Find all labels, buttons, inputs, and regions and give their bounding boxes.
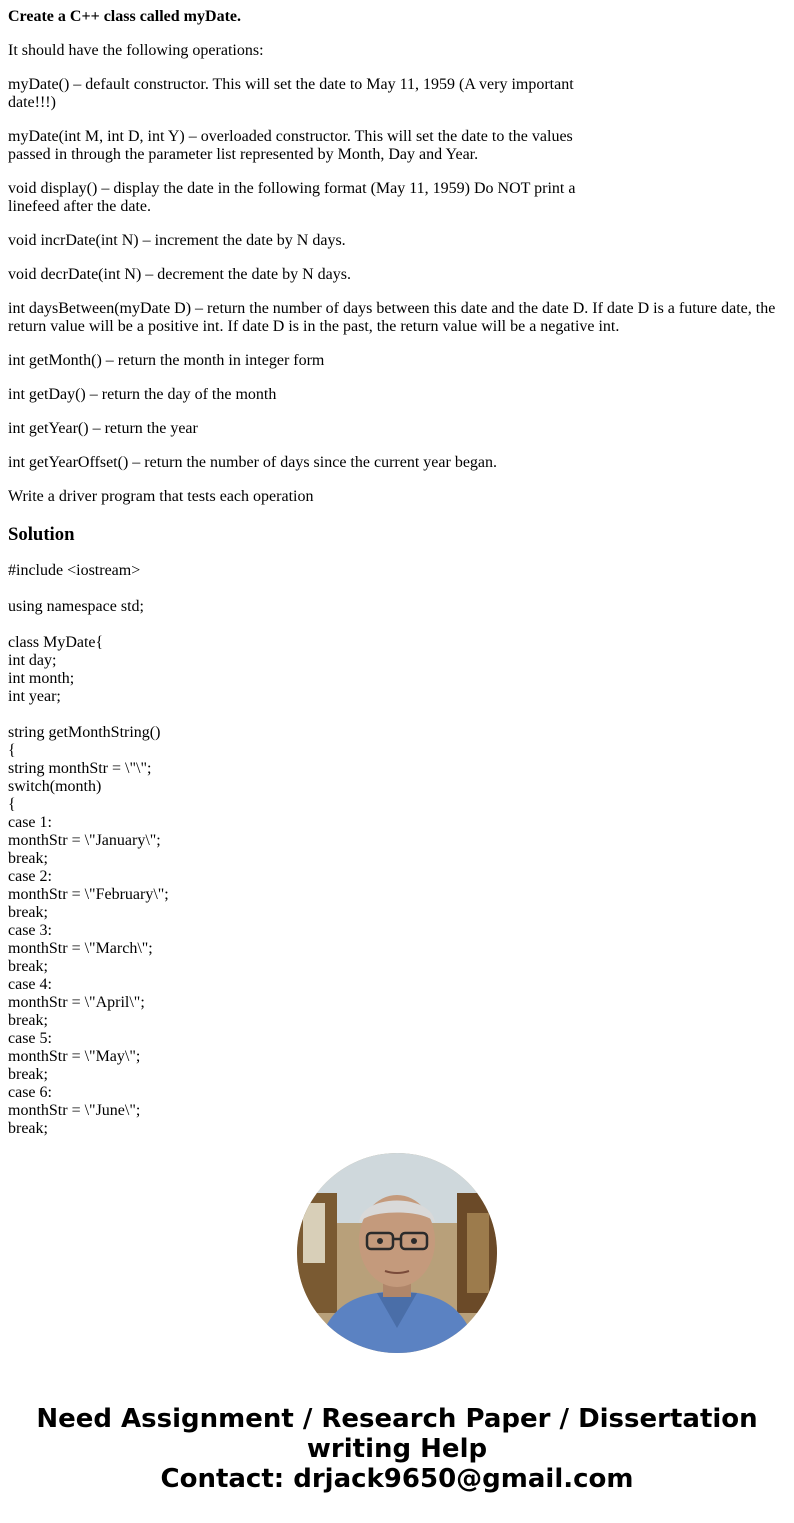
- code-line: {: [8, 742, 16, 759]
- code-line: case 3:: [8, 922, 52, 939]
- operation-incr-date: void incrDate(int N) – increment the date by N days.: [8, 232, 346, 249]
- code-line: monthStr = \"March\";: [8, 940, 153, 957]
- code-line: monthStr = \"June\";: [8, 1102, 141, 1119]
- banner-contact: Contact: drjack9650@gmail.com: [160, 1464, 634, 1494]
- solution-code: [8, 562, 786, 1137]
- code-line: break;: [8, 958, 48, 975]
- code-line: int month;: [8, 670, 75, 687]
- code-line: break;: [8, 1120, 48, 1137]
- promo-banner: [0, 1404, 794, 1494]
- code-line: int year;: [8, 688, 61, 705]
- operation-display: void display() – display the date in the following format (May 11, 1959) Do NOT print a linefeed after the date.: [8, 180, 576, 215]
- code-line: monthStr = \"May\";: [8, 1048, 141, 1065]
- code-line: case 5:: [8, 1030, 52, 1047]
- code-line: case 2:: [8, 868, 52, 885]
- code-line: break;: [8, 1066, 48, 1083]
- operation-get-year-offset: int getYearOffset() – return the number of days since the current year began.: [8, 454, 498, 471]
- code-line: using namespace std;: [8, 598, 144, 615]
- author-avatar: [297, 1153, 497, 1353]
- code-line: case 4:: [8, 976, 52, 993]
- document-content: [8, 0, 786, 1137]
- solution-heading: Solution: [8, 524, 75, 545]
- code-line: string getMonthString(): [8, 724, 161, 741]
- operation-overloaded-constructor: myDate(int M, int D, int Y) – overloaded constructor. This will set the date to the values passed in through the parameter list represented by Month, Day and Year.: [8, 128, 573, 163]
- code-line: {: [8, 796, 16, 813]
- code-line: int day;: [8, 652, 57, 669]
- code-line: class MyDate{: [8, 634, 104, 651]
- code-line: switch(month): [8, 778, 102, 795]
- question-title: Create a C++ class called myDate.: [8, 8, 241, 25]
- question-intro: It should have the following operations:: [8, 42, 264, 59]
- driver-instruction: Write a driver program that tests each operation: [8, 488, 314, 505]
- code-line: break;: [8, 904, 48, 921]
- author-portrait-image: [297, 1153, 497, 1353]
- operation-get-day: int getDay() – return the day of the month: [8, 386, 277, 403]
- code-line: monthStr = \"April\";: [8, 994, 145, 1011]
- code-line: break;: [8, 850, 48, 867]
- code-line: monthStr = \"January\";: [8, 832, 161, 849]
- code-line: break;: [8, 1012, 48, 1029]
- operation-decr-date: void decrDate(int N) – decrement the date by N days.: [8, 266, 351, 283]
- operation-default-constructor: myDate() – default constructor. This will set the date to May 11, 1959 (A very important date!!!): [8, 76, 574, 111]
- code-line: string monthStr = \"\";: [8, 760, 152, 777]
- banner-line: Need Assignment / Research Paper / Dissertation: [36, 1404, 758, 1434]
- operation-get-month: int getMonth() – return the month in integer form: [8, 352, 325, 369]
- code-line: case 6:: [8, 1084, 52, 1101]
- operation-get-year: int getYear() – return the year: [8, 420, 198, 437]
- code-line: case 1:: [8, 814, 52, 831]
- code-line: #include <iostream>: [8, 562, 141, 579]
- code-line: monthStr = \"February\";: [8, 886, 169, 903]
- operation-days-between: int daysBetween(myDate D) – return the number of days between this date and the date D. If date D is a future date, the return value will be a positive int. If date D is in the past, the return value will be a negative int.: [8, 300, 776, 335]
- banner-line: writing Help: [306, 1434, 488, 1464]
